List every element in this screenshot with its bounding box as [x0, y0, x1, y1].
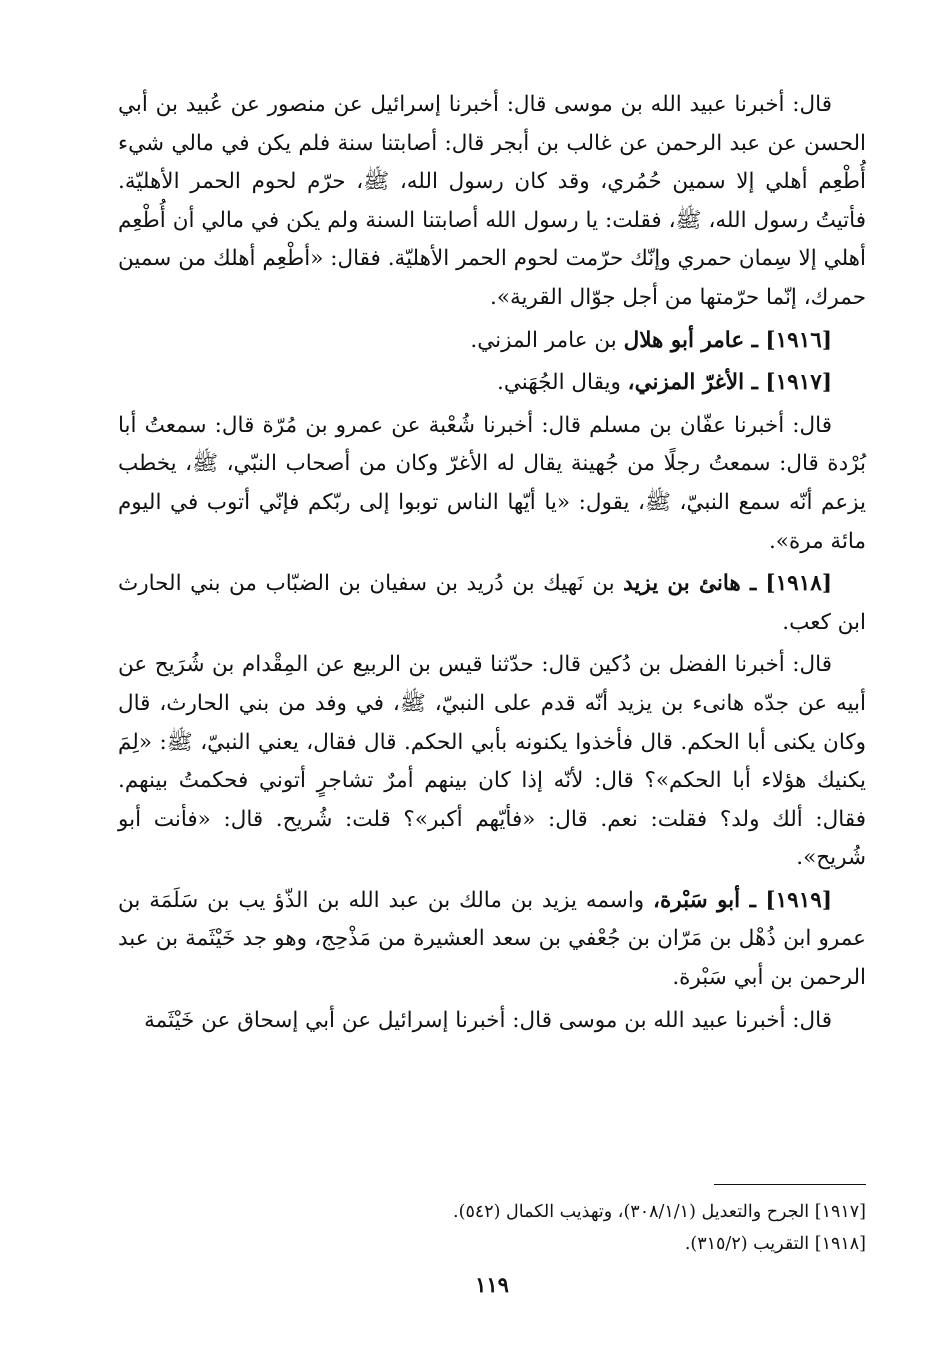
- footnotes: [118, 1196, 866, 1260]
- entry-1918-heading: [١٩١٨] ـ هانئ بن يزيد: [623, 571, 833, 597]
- document-page: [118, 86, 866, 1346]
- paragraph-2: قال: أخبرنا عفّان بن مسلم قال: أخبرنا شُعْبة عن عمرو بن مُرّة قال: سمعتُ أبا بُرْدة قال: سمعتُ رجلًا من جُهينة يقال له الأغرّ وكان من أصحاب النبّي، ﷺ، يخطب يزعم أنّه سمع النبيّ، ﷺ، يقول: «يا أيّها الناس توبوا إلى ربّكم فإنّي أتوب في اليوم مائة مرة».: [118, 412, 866, 554]
- entry-1916-text: بن عامر المزني.: [470, 327, 624, 353]
- entry-1916-heading: [١٩١٦] ـ عامر أبو هلال: [623, 327, 832, 353]
- entry-1917: [118, 364, 866, 403]
- entry-1919-heading: [١٩١٩] ـ أبو سَبْرة،: [653, 887, 832, 913]
- entry-1919: [118, 882, 866, 998]
- entry-1917-heading: [١٩١٧] ـ الأغرّ المزني،: [627, 370, 832, 396]
- entry-1919-text: واسمه يزيد بن مالك بن عبد الله بن الذّؤ يب بن سَلَمَة بن عمرو ابن ذُهْل بن مَرّان بن جُعْفي بن سعد العشيرة من مَذْحِج، وهو جد خَيْثَمة بن عبد الرحمن بن أبي سَبْرة.: [118, 887, 866, 991]
- entry-1918-text: بن نَهيك بن دُريد بن سفيان بن الضبّاب من بني الحارث ابن كعب.: [118, 571, 866, 635]
- entry-1916: [118, 322, 866, 361]
- entry-1918: [118, 565, 866, 642]
- footnote-divider: [714, 1184, 866, 1185]
- entry-1917-text: ويقال الجُهَني.: [497, 370, 628, 396]
- paragraph-1: قال: أخبرنا عبيد الله بن موسى قال: أخبرنا إسرائيل عن منصور عن عُبيد بن أبي الحسن عن عبد الرحمن عن غالب بن أبجر قال: أصابتنا سنة فلم يكن في مالي شيء أُطْعِم أهلي إلا سمين حُمُري، وقد كان رسول الله، ﷺ، حرّم لحوم الحمر الأهليّة. فأتيتُ رسول الله، ﷺ، فقلت: يا رسول الله أصابتنا السنة ولم يكن في مالي أن أُطْعِم أهلي إلا سِمان حمري وإنّك حرّمت لحوم الحمر الأهليّة. فقال: «أطْعِم أهلك من سمين حمرك، إنّما حرّمتها من أجل جوّال القرية».: [118, 92, 866, 310]
- footnote-1917: [١٩١٧] الجرح والتعديل (٣٠٨/١/١)، وتهذيب الكمال (٥٤٢).: [453, 1202, 866, 1222]
- paragraph-4: قال: أخبرنا عبيد الله بن موسى قال: أخبرنا إسرائيل عن أبي إسحاق عن خَيْثَمة: [144, 1007, 832, 1033]
- page-number: ١١٩: [475, 1272, 509, 1297]
- footnote-1918: [١٩١٨] التقريب (٣١٥/٢).: [684, 1234, 866, 1254]
- paragraph-3: قال: أخبرنا الفضل بن دُكين قال: حدّثنا قيس بن الربيع عن المِقْدام بن شُرَيح عن أبيه عن جدّه هانىء بن يزيد أنّه قدم على النبيّ، ﷺ، في وفد من بني الحارث، قال وكان يكنى أبا الحكم. قال فأخذوا يكنونه بأبي الحكم. قال فقال، يعني النبيّ، ﷺ: «لِمَ يكنيك هؤلاء أبا الحكم»؟ قال: لأنّه إذا كان بينهم أمرٌ تشاجرٍ أتوني فحكمتُ بينهم. فقال: ألك ولد؟ فقلت: نعم. قال: «فأيّهم أكبر»؟ قلت: شُريح. قال: «فأنت أبو شُريح».: [118, 652, 866, 871]
